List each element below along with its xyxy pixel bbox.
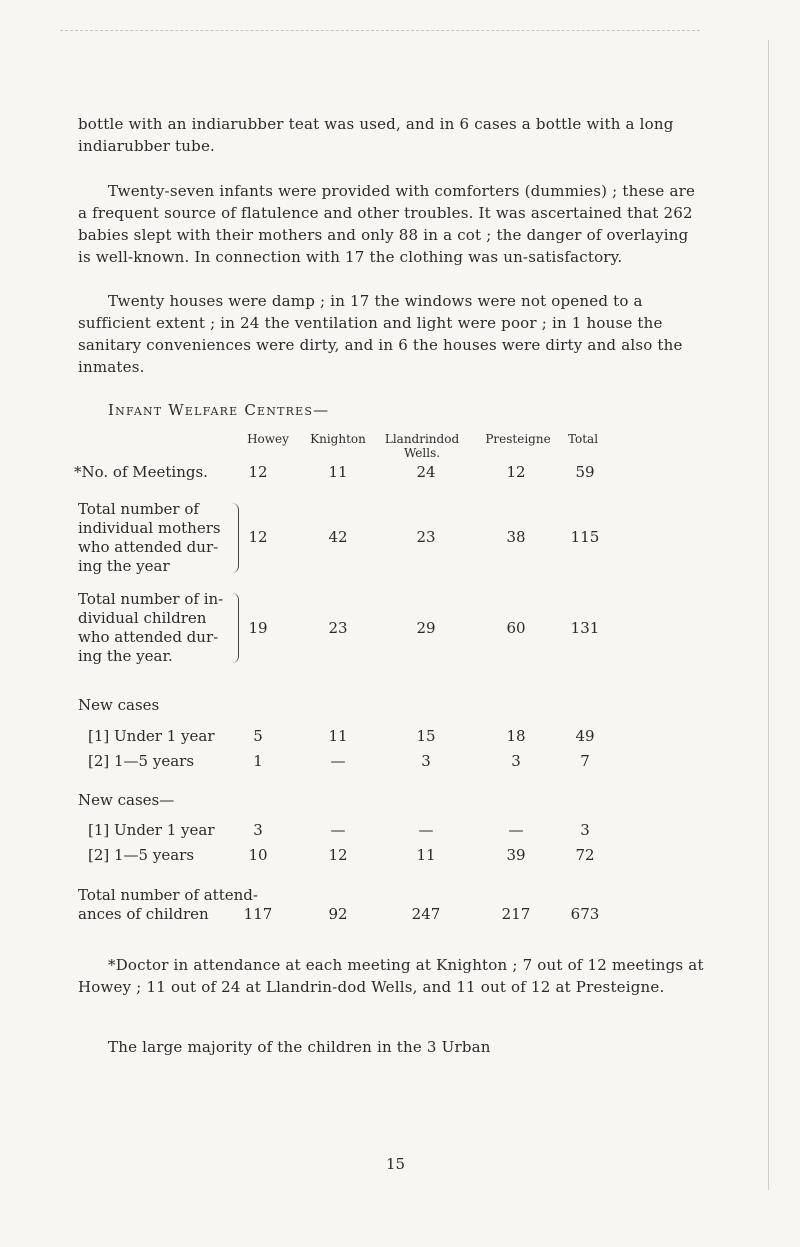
cell-new1-1to5-howey: 1 — [253, 752, 263, 770]
row-label-children-line1: Total number of in- — [78, 590, 224, 608]
cell-attend-presteigne: 217 — [501, 905, 531, 923]
cell-new2-under1-total: 3 — [580, 821, 590, 839]
cell-meetings-presteigne: 12 — [506, 463, 526, 481]
column-header-llandrindod: Llandrindod — [384, 432, 460, 446]
cell-children-knighton: 23 — [328, 619, 348, 637]
cell-new2-under1-llandrindod: — — [418, 821, 434, 839]
cell-mothers-total: 115 — [570, 528, 600, 546]
row-label-new2-1to5: [2] 1—5 years — [88, 846, 195, 864]
cell-new1-under1-total: 49 — [575, 727, 595, 745]
page-number: 15 — [386, 1155, 406, 1173]
row-label-children-line4: ing the year. — [78, 647, 173, 665]
cell-new2-1to5-howey: 10 — [248, 846, 268, 864]
footnote: *Doctor in attendance at each meeting at Knighton ; 7 out of 12 meetings at Howey ; 11 out of 24 at Llandrin-dod Wells, and 11 out of 12 at Presteigne. — [78, 956, 704, 996]
cell-meetings-knighton: 11 — [328, 463, 348, 481]
row-label-mothers-line3: who attended dur- — [78, 538, 219, 556]
cell-new1-1to5-llandrindod: 3 — [421, 752, 431, 770]
row-label-children-line3: who attended dur- — [78, 628, 219, 646]
row-label-new2-under1: [1] Under 1 year — [88, 821, 215, 839]
cell-children-llandrindod: 29 — [416, 619, 436, 637]
cell-children-total: 131 — [570, 619, 600, 637]
new-cases-heading-second: New cases— — [78, 791, 175, 809]
row-label-mothers-line1: Total number of — [78, 500, 199, 518]
cell-new1-under1-howey: 5 — [253, 727, 263, 745]
cell-new2-1to5-total: 72 — [575, 846, 595, 864]
row-label-children-line2: dividual children — [78, 609, 207, 627]
column-header-presteigne: Presteigne — [485, 432, 551, 446]
row-label-new1-under1: [1] Under 1 year — [88, 727, 215, 745]
row-label-new1-1to5: [2] 1—5 years — [88, 752, 195, 770]
row-label-attend-line2: ances of children — [78, 905, 209, 923]
column-header-howey: Howey — [247, 432, 289, 446]
row-label-mothers-line2: individual mothers — [78, 519, 221, 537]
cell-mothers-presteigne: 38 — [506, 528, 526, 546]
cell-attend-knighton: 92 — [328, 905, 348, 923]
paragraph-comforters: Twenty-seven infants were provided with comforters (dummies) ; these are a frequent source of flatulence and other troubles. It was ascertained that 262 babies slept with their mothers and only 88 in a cot ; the danger of overlaying is well-known. In connection with 17 the clothing was un-satisfactory. — [78, 182, 696, 266]
paragraph-houses: Twenty houses were damp ; in 17 the windows were not opened to a sufficient extent ; in 24 the ventilation and light were poor ; in 1 house the sanitary conveniences were dirty, and in 6 the houses were dirty and also the inmates. — [78, 292, 683, 376]
right-edge-rule — [768, 40, 769, 1190]
row-label-attend-line1: Total number of attend- — [78, 886, 258, 904]
cell-attend-howey: 117 — [243, 905, 273, 923]
cell-new2-1to5-knighton: 12 — [328, 846, 348, 864]
column-header-knighton: Knighton — [310, 432, 366, 446]
cell-new1-1to5-knighton: — — [330, 752, 346, 770]
column-header-wells: Wells. — [403, 446, 441, 460]
cell-mothers-knighton: 42 — [328, 528, 348, 546]
cell-mothers-howey: 12 — [248, 528, 268, 546]
cell-new1-under1-knighton: 11 — [328, 727, 348, 745]
paragraph-bottle: bottle with an indiarubber teat was used, and in 6 cases a bottle with a long indiarubber tube. — [78, 115, 674, 155]
row-label-meetings: *No. of Meetings. — [74, 463, 208, 481]
row-label-mothers-line4: ing the year — [78, 557, 170, 575]
cell-new1-1to5-total: 7 — [580, 752, 590, 770]
cell-new1-under1-llandrindod: 15 — [416, 727, 436, 745]
cell-meetings-total: 59 — [575, 463, 595, 481]
cell-new2-under1-presteigne: — — [508, 821, 524, 839]
cell-attend-llandrindod: 247 — [411, 905, 441, 923]
top-edge-rule — [60, 30, 700, 31]
cell-mothers-llandrindod: 23 — [416, 528, 436, 546]
cell-new2-under1-howey: 3 — [253, 821, 263, 839]
cell-new2-under1-knighton: — — [330, 821, 346, 839]
cell-new1-1to5-presteigne: 3 — [511, 752, 521, 770]
cell-new1-under1-presteigne: 18 — [506, 727, 526, 745]
cell-new2-1to5-presteigne: 39 — [506, 846, 526, 864]
cell-children-presteigne: 60 — [506, 619, 526, 637]
cell-meetings-howey: 12 — [248, 463, 268, 481]
column-header-total: Total — [567, 432, 599, 446]
cell-new2-1to5-llandrindod: 11 — [416, 846, 436, 864]
section-heading: Infant Welfare Centres— — [108, 401, 330, 419]
cell-meetings-llandrindod: 24 — [416, 463, 436, 481]
cell-children-howey: 19 — [248, 619, 268, 637]
cell-attend-total: 673 — [570, 905, 600, 923]
closing-paragraph: The large majority of the children in the 3 Urban — [108, 1038, 491, 1056]
new-cases-heading: New cases — [78, 696, 160, 714]
